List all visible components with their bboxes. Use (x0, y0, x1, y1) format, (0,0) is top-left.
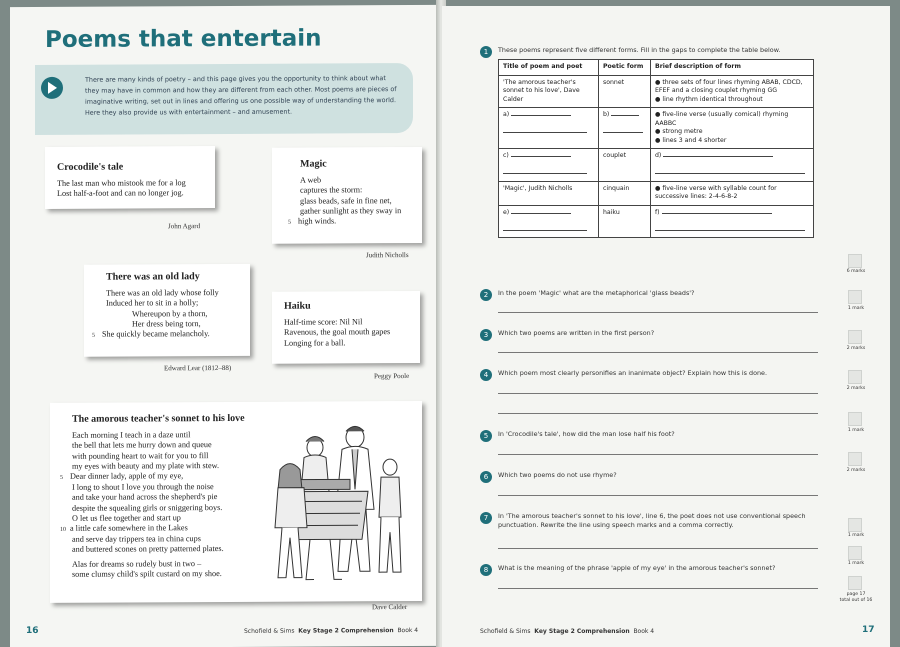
answer-line[interactable] (498, 352, 818, 353)
poem-line: despite the squealing girls or sniggering boys. (72, 502, 223, 513)
bullet-item: ● strong metre (655, 128, 703, 135)
poem-line: O let us flee together and start up (72, 513, 181, 523)
left-page (10, 5, 440, 647)
poem-author: Edward Lear (1812–88) (164, 363, 232, 373)
poem-forms-table (498, 59, 814, 238)
line-number: 5 (288, 219, 291, 226)
question-text: These poems represent five different forms. Fill in the gaps to complete the table below. (498, 46, 781, 54)
poem-title: There was an old lady (106, 271, 200, 283)
poem-line: Alas for dreams so rudely bust in two – (72, 558, 202, 569)
question-number: 3 (480, 329, 492, 341)
poem-line: Lost half-a-foot and can no longer jog. (57, 188, 184, 199)
poem-line: The last man who mistook me for a log (57, 178, 186, 189)
footer-publisher: Schofield & Sims (244, 627, 295, 635)
poem-line: the bell that lets me hurry down and queue (72, 440, 212, 451)
table-row (499, 149, 814, 182)
footer-book: Book 4 (633, 628, 655, 635)
answer-cell-b[interactable]: b) (599, 108, 651, 149)
poem-title: Magic (300, 158, 327, 170)
answer-line[interactable] (498, 548, 818, 549)
footer-title: Key Stage 2 Comprehension (298, 627, 394, 635)
footer-book: Book 4 (397, 626, 419, 635)
poem-line: Half-time score: Nil Nil (284, 317, 363, 327)
table-row (499, 205, 814, 238)
mark-box[interactable] (848, 546, 862, 560)
table-cell: couplet (599, 149, 651, 182)
question-number: 1 (480, 46, 492, 58)
footer (244, 627, 418, 635)
table-cell: haiku (599, 205, 651, 238)
poem-title: Haiku (284, 300, 311, 312)
answer-cell-a[interactable]: a) (499, 108, 599, 149)
page-title: Poems that entertain (45, 25, 322, 53)
poem-line: Dear dinner lady, apple of my eye, (70, 471, 184, 481)
poem-line: gather sunlight as they sway in (300, 205, 402, 216)
answer-line[interactable] (498, 454, 818, 455)
poem-author: John Agard (168, 222, 201, 231)
question-number: 5 (480, 430, 492, 442)
question-number: 2 (480, 289, 492, 301)
table-row (499, 108, 814, 149)
poem-author: Peggy Poole (374, 372, 410, 381)
mark-box[interactable] (848, 370, 862, 384)
question-number: 6 (480, 471, 492, 483)
intro-box (35, 63, 413, 135)
table-cell: 'The amorous teacher's sonnet to his love', Dave Calder (499, 75, 599, 108)
question-text: Which poem most clearly personifies an inanimate object? Explain how this is done. (498, 369, 767, 377)
mark-label: 6 marks (846, 269, 866, 274)
poem-line: Each morning I teach in a daze until (72, 430, 191, 441)
answer-line[interactable] (498, 588, 818, 589)
question-number: 4 (480, 369, 492, 381)
question-5 (480, 430, 818, 442)
page-number: 17 (862, 625, 875, 635)
question-4 (480, 369, 818, 381)
table-row (499, 181, 814, 205)
poem-line: Whereupon by a thorn, (132, 308, 208, 319)
poem-card-old-lady (84, 264, 250, 357)
mark-box[interactable] (848, 518, 862, 532)
poem-line: Induced her to sit in a holly; (106, 298, 199, 309)
question-7 (480, 512, 818, 530)
right-page (442, 6, 890, 647)
mark-box[interactable] (848, 254, 862, 268)
mark-label: 2 marks (846, 386, 866, 391)
mark-label: 1 mark (847, 306, 865, 311)
poem-line: A web (300, 175, 322, 185)
question-number: 8 (480, 564, 492, 576)
answer-line[interactable] (498, 413, 818, 414)
poem-line: glass beads, safe in fine net, (300, 195, 392, 206)
question-text: In 'Crocodile's tale', how did the man lose half his foot? (498, 430, 675, 438)
footer-title: Key Stage 2 Comprehension (534, 628, 630, 635)
table-row (499, 75, 814, 108)
question-text: In 'The amorous teacher's sonnet to his love', line 6, the poet does not use conventional speech punctuation. Rewrite the line using speech marks and a comma correctly. (498, 512, 806, 529)
mark-label: 1 mark (847, 533, 865, 538)
question-text: Which two poems do not use rhyme? (498, 471, 617, 479)
poem-card-haiku (272, 291, 420, 364)
poem-author: Dave Calder (372, 603, 408, 612)
line-number: 5 (60, 474, 63, 481)
mark-box[interactable] (848, 412, 862, 426)
poem-line: high winds. (298, 216, 337, 226)
answer-cell-d[interactable]: d) (651, 149, 814, 182)
total-label-page: page 17 (846, 592, 866, 597)
answer-line[interactable] (498, 312, 818, 313)
bullet-item: ● three sets of four lines rhyming ABAB, CDCD, EFEF and a closing couplet rhyming GG (655, 78, 803, 94)
question-text: In the poem 'Magic' what are the metaphorical 'glass beads'? (498, 289, 695, 297)
table-cell (651, 75, 814, 108)
answer-line[interactable] (498, 495, 818, 496)
table-cell: sonnet (599, 75, 651, 108)
total-box[interactable] (848, 576, 862, 590)
mark-box[interactable] (848, 452, 862, 466)
poem-line: a little cafe somewhere in the Lakes (70, 523, 188, 533)
bullet-item: ● line rhythm identical throughout (655, 95, 763, 103)
mark-box[interactable] (848, 290, 862, 304)
poem-card-crocodile (45, 146, 215, 209)
play-arrow-icon (41, 77, 63, 99)
question-1 (480, 46, 818, 58)
poem-line: with pounding heart to wait for you to fill (72, 450, 209, 461)
poem-line: There was an old lady whose folly (106, 288, 219, 298)
table-header: Poetic form (599, 60, 651, 76)
line-number: 10 (60, 526, 66, 533)
bullet-item: ● five-line verse with syllable count for successive lines: 2-4-6-8-2 (655, 184, 777, 200)
mark-label: 2 marks (846, 346, 866, 351)
poem-title: Crocodile's tale (57, 161, 124, 173)
poem-line: some clumsy child's spilt custard on my shoe. (72, 568, 222, 579)
question-text: Which two poems are written in the first person? (498, 329, 655, 337)
question-6 (480, 471, 818, 483)
mark-label: 1 mark (847, 561, 865, 566)
footer-publisher: Schofield & Sims (480, 628, 531, 635)
dinner-queue-illustration (260, 417, 405, 588)
poem-card-magic (272, 147, 422, 244)
mark-label: 1 mark (847, 428, 865, 433)
answer-cell-c[interactable]: c) (499, 149, 599, 182)
poem-line: and take your hand across the shepherd's pie (72, 492, 218, 503)
poem-line: and serve day trippers tea in china cups (72, 534, 201, 545)
answer-cell-e[interactable]: e) (499, 205, 599, 238)
table-cell: cinquain (599, 181, 651, 205)
footer (480, 628, 654, 635)
question-2 (480, 289, 818, 301)
poem-line: captures the storm: (300, 185, 363, 196)
question-number: 7 (480, 512, 492, 524)
table-cell (651, 108, 814, 149)
table-cell: 'Magic', Judith Nicholls (499, 181, 599, 205)
table-cell (651, 181, 814, 205)
table-header: Brief description of form (651, 60, 814, 76)
poem-line: I long to shout I love you through the noise (72, 482, 214, 493)
mark-box[interactable] (848, 330, 862, 344)
poem-line: Longing for a ball. (284, 337, 346, 348)
poem-line: and buttered scones on pretty patterned plates. (72, 544, 224, 555)
question-3 (480, 329, 818, 341)
poem-line: Her dress being torn, (132, 318, 201, 329)
poem-line: She quickly became melancholy. (102, 329, 210, 339)
total-label-out-of: total out of 16 (839, 598, 873, 603)
table-header: Title of poem and poet (499, 60, 599, 76)
mark-label: 2 marks (846, 468, 866, 473)
line-number: 5 (92, 332, 95, 339)
page-number: 16 (26, 625, 39, 637)
answer-line[interactable] (498, 393, 818, 394)
question-text: What is the meaning of the phrase 'apple of my eye' in the amorous teacher's sonnet? (498, 564, 776, 572)
bullet-item: ● lines 3 and 4 shorter (655, 136, 727, 144)
bullet-item: ● five-line verse (usually comical) rhyming AABBC (655, 111, 789, 127)
poem-author: Judith Nicholls (366, 251, 409, 260)
question-8 (480, 564, 818, 576)
answer-cell-f[interactable]: f) (651, 205, 814, 238)
poem-line: Ravenous, the goal mouth gapes (284, 327, 391, 338)
poem-title: The amorous teacher's sonnet to his love (72, 412, 245, 425)
intro-text: There are many kinds of poetry – and this page gives you the opportunity to think about what they may have in common and how they are different from each other. Most poems are pieces of imaginative writing, set out in lines and offering us one possible way of understanding the world. Here they also provide us with entertainment – and amusement. (85, 74, 397, 117)
poem-line: my eyes with beauty and my plate with stew. (72, 460, 220, 471)
